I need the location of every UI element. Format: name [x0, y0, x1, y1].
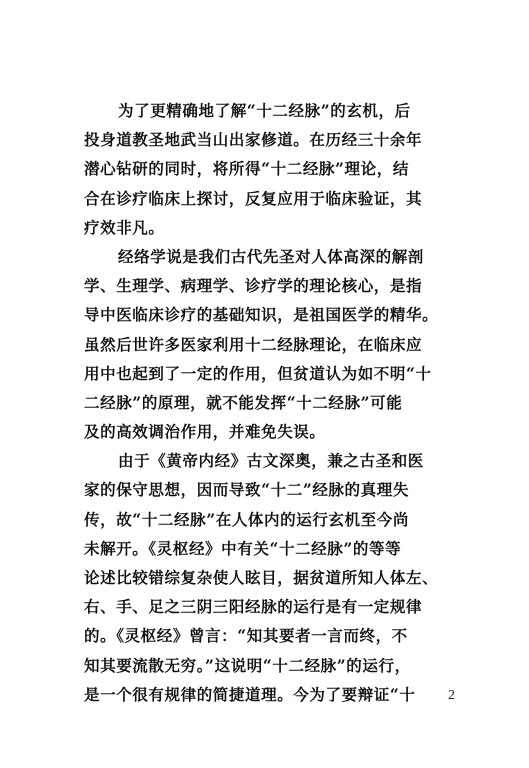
text-line: 由于《黄帝内经》古文深奥，兼之古圣和医	[118, 451, 424, 471]
text-line: 用中也起到了一定的作用，但贫道认为如不明“十	[84, 363, 432, 383]
paragraph-3	[84, 446, 446, 709]
text-line: 导中医临床诊疗的基础知识，是祖国医学的精华。	[84, 305, 439, 325]
text-line: 潜心钻研的同时，将所得“十二经脉”理论，结	[84, 159, 409, 179]
text-line: 未解开。《灵枢经》中有关“十二经脉”的等等	[84, 538, 402, 558]
paragraph-1	[84, 96, 446, 242]
text-line: 为了更精确地了解“十二经脉”的玄机，后	[118, 101, 411, 120]
text-line: 是一个很有规律的简捷道理。今为了要辩证“十	[84, 684, 416, 704]
text-line: 虽然后世许多医家利用十二经脉理论，在临床应	[84, 334, 423, 354]
text-line: 疗效非凡。	[84, 217, 165, 237]
text-line: 二经脉”的原理，就不能发挥“十二经脉”可能	[84, 392, 403, 412]
text-line: 经络学说是我们古代先圣对人体高深的解剖	[118, 246, 424, 266]
text-line: 知其要流散无穷。”这说明“十二经脉”的运行，	[84, 655, 411, 675]
text-line: 合在诊疗临床上探讨，反复应用于临床验证，其	[84, 188, 423, 208]
text-line: 右、手、足之三阴三阳经脉的运行是有一定规律	[84, 597, 423, 617]
text-line: 论述比较错综复杂使人眩目，据贫道所知人体左、	[84, 568, 439, 587]
text-line: 投身道教圣地武当山出家修道。在历经三十余年	[84, 130, 423, 150]
text-line: 及的高效调治作用，并难免失误。	[84, 422, 326, 442]
text-line: 的。《灵枢经》曾言：“知其要者一言而终，不	[84, 626, 408, 646]
text-line: 学、生理学、病理学、诊疗学的理论核心，是指	[84, 276, 423, 296]
page-number: 2	[448, 688, 455, 703]
body-text	[84, 96, 446, 709]
text-line: 家的保守思想，因而导致“十二”经脉的真理失	[84, 480, 409, 500]
text-line: 传，故“十二经脉”在人体内的运行玄机至今尚	[84, 509, 409, 529]
paragraph-2	[84, 242, 446, 446]
